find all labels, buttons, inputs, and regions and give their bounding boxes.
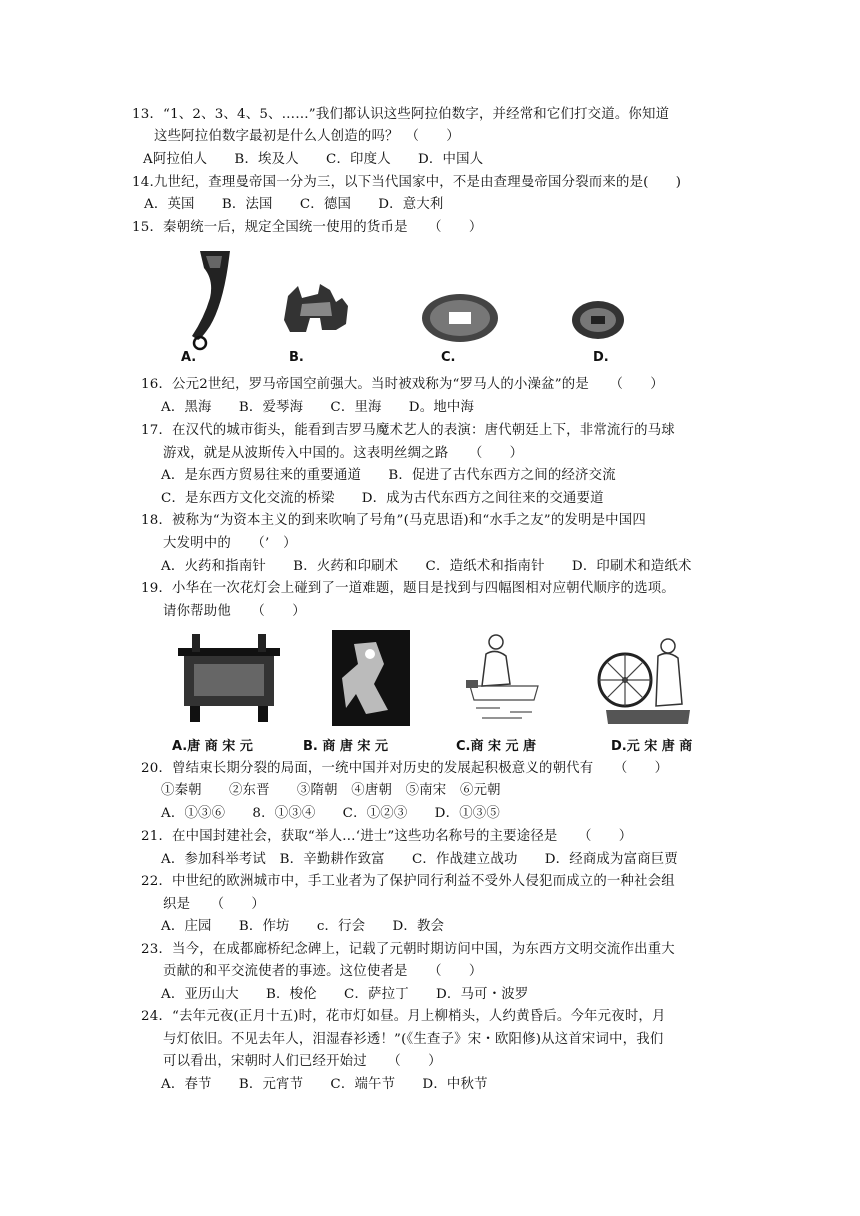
q17-options-cd: C．是东西方文化交流的桥梁 D．成为古代东西方之间往来的交通要道	[161, 491, 604, 506]
knife-coin-image	[192, 251, 230, 349]
q17-line1: 17．在汉代的城市街头，能看到吉罗马魔术艺人的表演：唐代朝廷上下，非常流行的马球	[141, 423, 675, 438]
q24-line3: 可以看出，宋朝时人们已经开始过 （ ）	[163, 1054, 442, 1069]
q23-options: A．亚历山大 B．梭伦 C．萨拉丁 D．马可・波罗	[161, 987, 529, 1002]
q20-items: ①秦朝 ②东晋 ③隋朝 ④唐朝 ⑤南宋 ⑥元朝	[161, 783, 501, 798]
q19-line2: 请你帮助他 （ ）	[163, 604, 306, 619]
q24-options: A．春节 B．元宵节 C．端午节 D．中秋节	[161, 1077, 488, 1092]
q21-options: A．参加科举考试 B．辛勤耕作致富 C．作战建立战功 D．经商成为富商巨贾	[161, 852, 678, 867]
coin-caption-a: A.	[181, 350, 197, 365]
q23-line2: 贡献的和平交流使者的事迹。这位使者是 （ ）	[163, 964, 483, 979]
dynasty-pictures-figure	[170, 624, 710, 734]
q22-line2: 织是 （ ）	[163, 897, 266, 912]
dynasty-caption-c: C.商 宋 元 唐	[456, 739, 537, 754]
round-coin-image	[572, 301, 624, 339]
dynasty-caption-a: A.唐 商 宋 元	[172, 739, 253, 754]
q13-line2: 这些阿拉伯数字最初是什么人创造的吗？ （ ）	[154, 129, 460, 144]
q18-line2: 大发明中的 （’ ）	[163, 536, 297, 551]
dynasty-caption-b: B. 商 唐 宋 元	[303, 739, 388, 754]
q17-options-ab: A．是东西方贸易往来的重要通道 B．促进了古代东西方之间的经济交流	[161, 468, 616, 483]
dynasty-caption-d: D.元 宋 唐 商	[611, 739, 693, 754]
q13-line1: 13．“1、2、3、4、5、……”我们都认识这些阿拉伯数字，并经常和它们打交道。你知道	[132, 107, 670, 122]
coin-caption-c: C.	[441, 350, 456, 365]
printing-artifact-image	[332, 630, 410, 726]
q14-line1: 14.九世纪，查理曼帝国一分为三，以下当代国家中，不是由查理曼帝国分裂而来的是( )	[132, 175, 682, 190]
bronze-ding-image	[178, 634, 280, 722]
q24-line2: 与灯依旧。不见去年人，泪湿春衫透！”(《生查子》宋・欧阳修)从这首宋词中，我们	[163, 1032, 664, 1047]
coin-caption-d: D.	[593, 350, 609, 365]
q13-options: A阿拉伯人 B．埃及人 C．印度人 D．中国人	[143, 152, 484, 167]
q18-line1: 18．被称为“为资本主义的到来吹响了号角”(马克思语)和“水手之友”的发明是中国四	[141, 513, 646, 528]
ancient-coins-figure	[170, 246, 640, 368]
ban-liang-coin-image	[422, 294, 498, 342]
q24-line1: 24．“去年元夜(正月十五)时，花市灯如昼。月上柳梢头，人约黄昏后。今年元夜时，月	[141, 1009, 666, 1024]
seated-figure-drawing	[466, 635, 538, 718]
coin-caption-b: B.	[289, 350, 304, 365]
q16-options: A．黑海 B．爱琴海 C．里海 D。地中海	[161, 400, 475, 415]
q22-options: A．庄园 B．作坊 c．行会 D．教会	[161, 919, 445, 934]
q15-line1: 15．秦朝统一后，规定全国统一使用的货币是 （ ）	[132, 220, 483, 235]
q21-line1: 21．在中国封建社会，获取“举人…‘进士”这些功名称号的主要途径是 （ ）	[141, 829, 633, 844]
q16-line1: 16．公元2世纪，罗马帝国空前强大。当时被戏称为“罗马人的小澡盆”的是 （ ）	[141, 377, 664, 392]
q20-options: A．①③⑥ 8．①③④ C．①②③ D．①③⑤	[161, 806, 500, 821]
q14-options: A．英国 B．法国 C．德国 D．意大利	[144, 197, 444, 212]
q17-line2: 游戏，就是从波斯传入中国的。这表明丝绸之路 （ ）	[163, 446, 524, 461]
spinning-wheel-drawing	[599, 639, 690, 724]
q18-options: A．火药和指南针 B．火药和印刷术 C．造纸术和指南针 D．印刷术和造纸术	[161, 559, 692, 574]
q19-line1: 19．小华在一次花灯会上碰到了一道难题，题目是找到与四幅图相对应朝代顺序的选项。	[141, 581, 675, 596]
spade-coin-image	[284, 284, 348, 332]
q20-line1: 20．曾结束长期分裂的局面，一统中国并对历史的发展起积极意义的朝代有 （ ）	[141, 761, 669, 776]
q22-line1: 22．中世纪的欧洲城市中，手工业者为了保护同行利益不受外人侵犯而成立的一种社会组	[141, 874, 675, 889]
q23-line1: 23．当今，在成都廊桥纪念碑上，记载了元朝时期访问中国，为东西方文明交流作出重大	[141, 942, 675, 957]
